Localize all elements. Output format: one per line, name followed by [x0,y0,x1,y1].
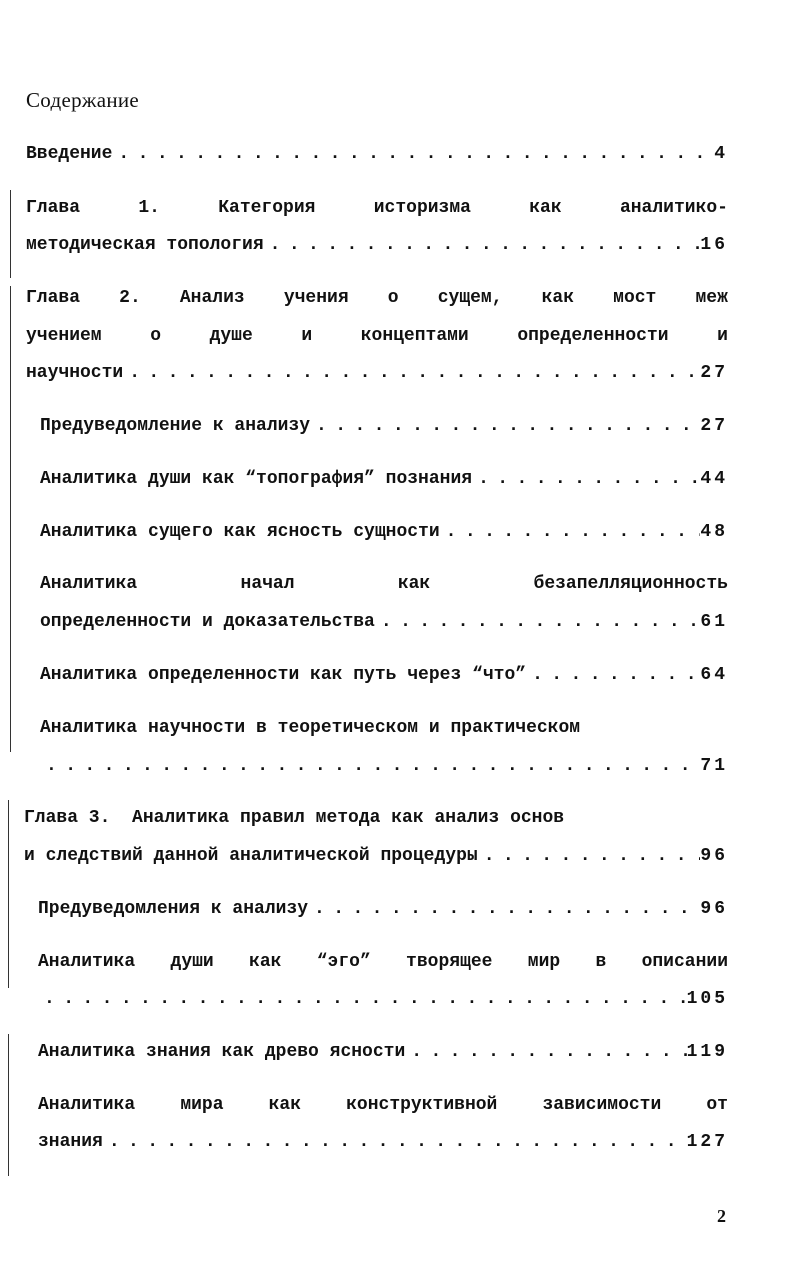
toc-heading: Содержание [26,88,140,112]
toc-entry-section-3-4-line-1: Аналитика мира как конструктивной зависимости от [38,1095,728,1115]
toc-entry-intro: Введение . . . 4 [26,144,728,170]
margin-bar [10,190,11,278]
toc-page-number: 96 [700,899,728,919]
toc-page-number: 71 [700,756,728,776]
toc-page-number: 27 [700,416,728,436]
toc-page-number: 16 [700,235,728,255]
toc-entry-section-3-3: Аналитика знания как древо ясности . . . 119 [38,1042,728,1068]
margin-bar [8,1034,9,1176]
toc-entry-section-2-2: Аналитика души как “топография” познания . . . 44 [40,469,728,495]
toc-page-number: 96 [700,846,728,866]
toc-page-number: 44 [700,469,728,489]
toc-page-number: 4 [714,144,728,164]
toc-entry-section-2-4-line-1: Аналитика начал как безапелляционность [40,574,728,594]
toc-entry-section-2-6-line-2 [40,756,728,782]
toc-page-number: 27 [700,363,728,383]
toc-entry-chapter-1-line-1: Глава 1. Категория историзма как аналитико- [26,198,728,218]
margin-bar [8,800,9,988]
toc-page-number: 119 [686,1042,728,1062]
toc-page-number: 127 [686,1132,728,1152]
toc-entry-chapter-2-line-3: научности . . . 27 [26,363,728,389]
toc-entry-section-3-2-line-2 [38,989,728,1015]
toc-page-number: 61 [700,612,728,632]
toc-entry-section-2-3: Аналитика сущего как ясность сущности . . . 48 [40,522,728,548]
toc-page-number: 105 [686,989,728,1009]
toc-entry-chapter-2-line-2: учением о душе и концептами определенности и [26,326,728,346]
toc-entry-chapter-3-line-2: и следствий данной аналитической процедуры . . . 96 [24,846,728,872]
toc-entry-section-2-1: Предуведомление к анализу . . . 27 [40,416,728,442]
toc-entry-section-3-1: Предуведомления к анализу . . . 96 [38,899,728,925]
toc-entry-section-2-5: Аналитика определенности как путь через “что” . . . 64 [40,665,728,691]
toc-entry-section-3-2-line-1: Аналитика души как “эго” творящее мир в описании [38,952,728,972]
margin-bar [10,286,11,752]
toc-entry-chapter-3-line-1: Глава 3. Аналитика правил метода как анализ основ [24,808,565,828]
toc-entry-section-2-6-line-1: Аналитика научности в теоретическом и практическом [40,718,581,738]
toc-entry-section-3-4-line-2: знания . . . 127 [38,1132,728,1158]
page-number: 2 [717,1206,726,1226]
toc-entry-chapter-2-line-1: Глава 2. Анализ учения о сущем, как мост меж [26,288,728,308]
toc-page-number: 64 [700,665,728,685]
toc-entry-section-2-4-line-2: определенности и доказательства . . . 61 [40,612,728,638]
toc-entry-chapter-1-line-2: методическая топология . . . 16 [26,235,728,261]
toc-page-number: 48 [700,522,728,542]
